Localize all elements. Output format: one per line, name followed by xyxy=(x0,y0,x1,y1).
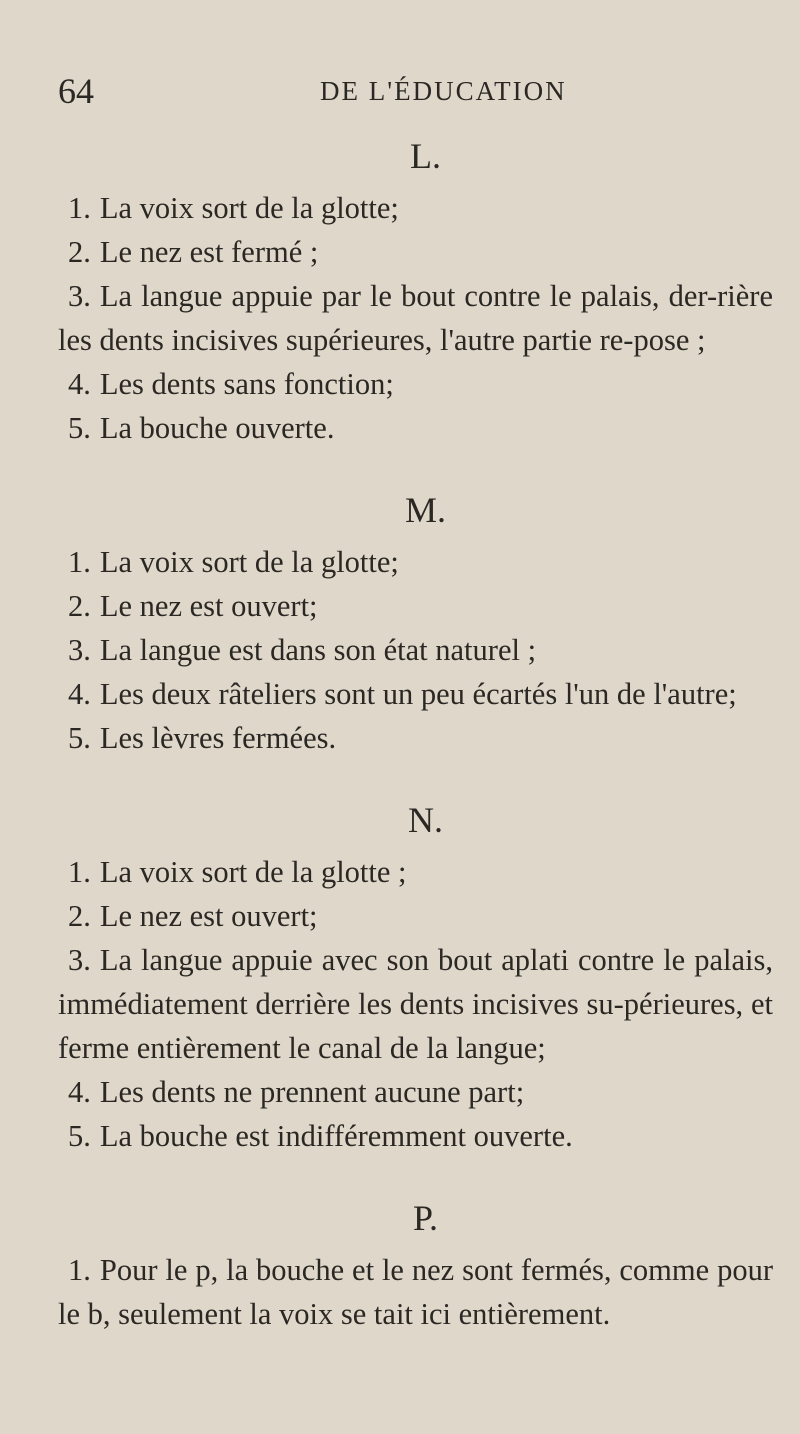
section-m xyxy=(58,480,773,760)
section-heading: M. xyxy=(404,490,446,530)
list-item xyxy=(58,850,773,894)
item-number: 2. xyxy=(68,589,91,623)
page-header xyxy=(58,70,778,114)
item-text: Les deux râteliers sont un peu écartés l'un de l'autre; xyxy=(99,677,737,711)
item-text: La voix sort de la glotte; xyxy=(99,191,399,225)
item-text: La langue appuie par le bout contre le palais, der-rière les dents incisives supérieures, l'autre partie re-pose ; xyxy=(58,279,773,357)
item-text: Le nez est fermé ; xyxy=(99,235,319,269)
item-text: La bouche ouverte. xyxy=(99,411,335,445)
section-n xyxy=(58,790,773,1158)
section-spacer xyxy=(58,760,773,790)
item-number: 4. xyxy=(68,677,91,711)
section-spacer xyxy=(58,450,773,480)
item-number: 1. xyxy=(68,855,91,889)
item-number: 5. xyxy=(68,411,91,445)
list-item xyxy=(58,406,773,450)
list-item xyxy=(58,716,773,760)
list-item xyxy=(58,274,773,362)
page-body xyxy=(58,126,773,1336)
section-heading: P. xyxy=(412,1198,439,1238)
list-item xyxy=(58,362,773,406)
list-item xyxy=(58,894,773,938)
list-item xyxy=(58,628,773,672)
list-item xyxy=(58,186,773,230)
item-number: 3. xyxy=(68,943,91,977)
list-item xyxy=(58,540,773,584)
item-text: Les dents ne prennent aucune part; xyxy=(99,1075,525,1109)
list-item xyxy=(58,230,773,274)
item-text: La langue appuie avec son bout aplati contre le palais, immédiatement derrière les dents incisives su-périeures, et ferme entièrement le canal de la langue; xyxy=(58,943,773,1065)
list-item xyxy=(58,1114,773,1158)
list-item xyxy=(58,938,773,1070)
item-number: 4. xyxy=(68,367,91,401)
item-text: Le nez est ouvert; xyxy=(99,899,318,933)
item-number: 1. xyxy=(68,191,91,225)
list-item xyxy=(58,1070,773,1114)
item-text: La langue est dans son état naturel ; xyxy=(99,633,537,667)
item-text: Les lèvres fermées. xyxy=(99,721,337,755)
item-text: Les dents sans fonction; xyxy=(99,367,394,401)
list-item xyxy=(58,1248,773,1336)
item-text: La bouche est indifféremment ouverte. xyxy=(99,1119,573,1153)
list-item xyxy=(58,584,773,628)
section-heading: L. xyxy=(410,136,441,176)
item-number: 4. xyxy=(68,1075,91,1109)
list-item xyxy=(58,672,773,716)
item-number: 2. xyxy=(68,899,91,933)
section-l xyxy=(58,126,773,450)
item-number: 3. xyxy=(68,279,91,313)
page-number: 64 xyxy=(58,71,94,111)
section-spacer xyxy=(58,1158,773,1188)
item-number: 1. xyxy=(68,545,91,579)
item-text: Pour le p, la bouche et le nez sont fermés, comme pour le b, seulement la voix se tait ici entièrement. xyxy=(58,1253,773,1331)
item-number: 2. xyxy=(68,235,91,269)
item-text: Le nez est ouvert; xyxy=(99,589,318,623)
item-number: 1. xyxy=(68,1253,91,1287)
item-text: La voix sort de la glotte; xyxy=(99,545,399,579)
section-heading: N. xyxy=(408,800,443,840)
item-number: 3. xyxy=(68,633,91,667)
section-p xyxy=(58,1188,773,1336)
item-number: 5. xyxy=(68,721,91,755)
item-text: La voix sort de la glotte ; xyxy=(99,855,407,889)
item-number: 5. xyxy=(68,1119,91,1153)
running-title: DE L'ÉDUCATION xyxy=(320,76,567,106)
